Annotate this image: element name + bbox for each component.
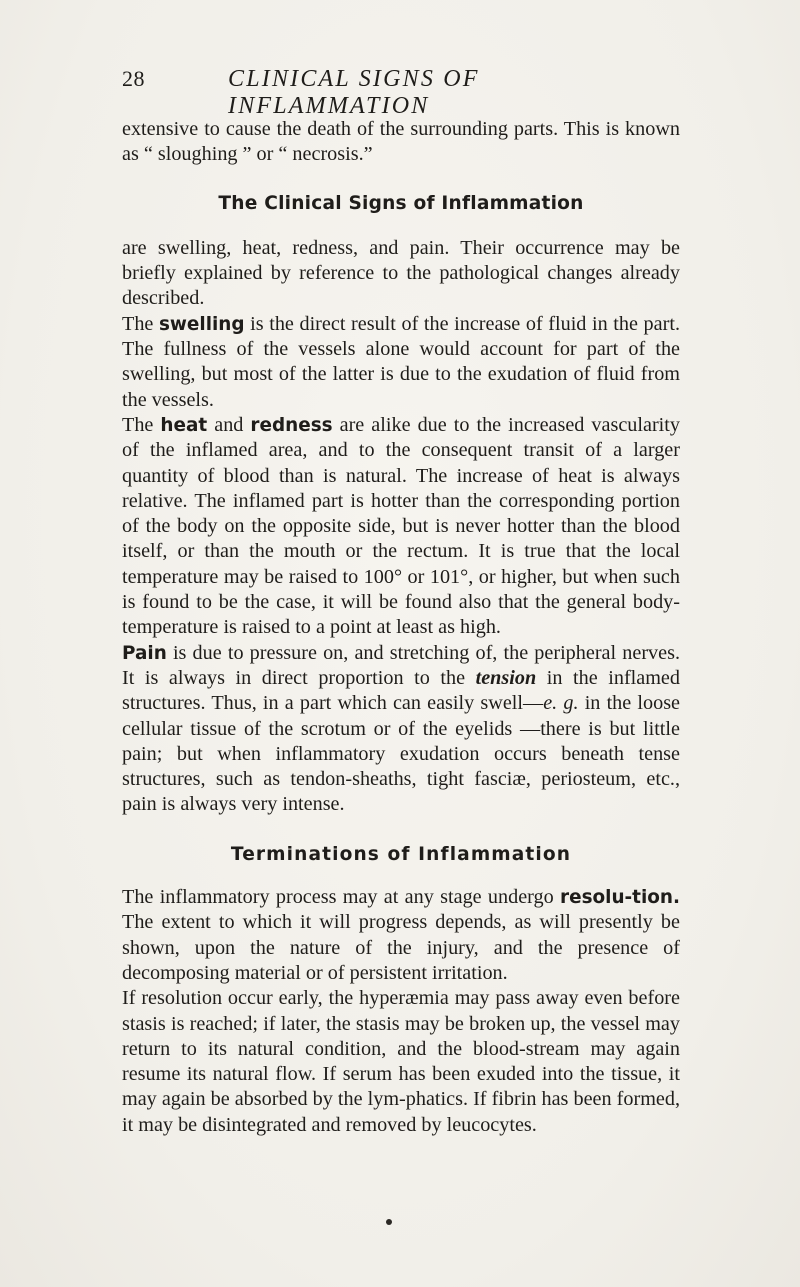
paragraph-swelling (122, 312, 680, 413)
running-title: CLINICAL SIGNS OF INFLAMMATION (228, 66, 480, 119)
heat-prefix: The (122, 413, 161, 436)
resolution-text: The extent to which it will progress depends, as will presently be shown, upon the nature of the injury, and the presence of decomposing material or of persistent irritation. (122, 911, 680, 984)
paragraph-necrosis: extensive to cause the death of the surrounding parts. This is known as “ sloughing ” or “ necrosis.” (122, 118, 680, 166)
emphasis-eg: e. g. (543, 692, 579, 715)
paragraph-pain (122, 641, 680, 818)
keyword-redness: redness (250, 414, 333, 436)
heat-conjunction: and (207, 413, 251, 436)
page-number: 28 (122, 66, 145, 91)
emphasis-tension: tension (475, 666, 537, 689)
pain-text-c: in the loose cellular tissue of the scrotum or of the eyelids —there is but little pain; but when inflammatory exudation occurs beneath tense structures, such as tendon-sheaths, tight fasciæ, periosteum, etc., pain is always very intense. (122, 692, 681, 816)
keyword-heat: heat (160, 414, 208, 436)
section-heading-terminations: Terminations of Inflammation (230, 843, 572, 865)
pain-text-a: is due to pressure on, and stretching of, the peripheral nerves. It is always in direct proportion to the (122, 641, 680, 689)
keyword-resolution: resolu-tion. (560, 887, 680, 909)
paragraph-resolution (122, 885, 680, 986)
ink-dot-mark (386, 1219, 392, 1225)
swelling-text: is the direct result of the increase of fluid in the part. The fullness of the vessels alone would account for part of the swelling, but most of the latter is due to the exudation of fluid from the vessels. (122, 312, 680, 411)
body-text (122, 117, 680, 1138)
swelling-prefix: The (122, 312, 159, 335)
paragraph-heat-redness (122, 413, 680, 641)
keyword-pain: Pain (122, 642, 167, 664)
section-heading-clinical-signs: The Clinical Signs of Inflammation (218, 192, 584, 214)
pain-text-b: in the inflamed structures. Thus, in a part which can easily swell— (122, 666, 680, 715)
keyword-swelling: swelling (158, 313, 245, 335)
resolution-prefix: The inflammatory process may at any stage undergo (122, 886, 561, 909)
paragraph-early-resolution: If resolution occur early, the hyperæmia may pass away even before stasis is reached; if later, the stasis may be broken up, the vessel may return to its natural condition, and the blood-stream may again resume its natural flow. If serum has been exuded into the tissue, it may again be absorbed by the lym-phatics. If fibrin has been formed, it may be disintegrated and removed by leucocytes. (122, 987, 680, 1136)
heat-text: are alike due to the increased vascularity of the inflamed area, and to the consequent transit of a larger quantity of blood than is natural. The increase of heat is always relative. The inflamed part is hotter than the corresponding portion of the body on the opposite side, but is never hotter than the blood itself, or than the mouth or the rectum. It is true that the local temperature may be raised to 100° or 101°, or higher, but when such is found to be the case, it will be found also that the general body-temperature is raised to a point at least as high. (122, 413, 680, 639)
paragraph-signs-intro: are swelling, heat, redness, and pain. Their occurrence may be briefly explained by reference to the pathological changes already described. (122, 236, 680, 310)
page-header (122, 66, 682, 119)
